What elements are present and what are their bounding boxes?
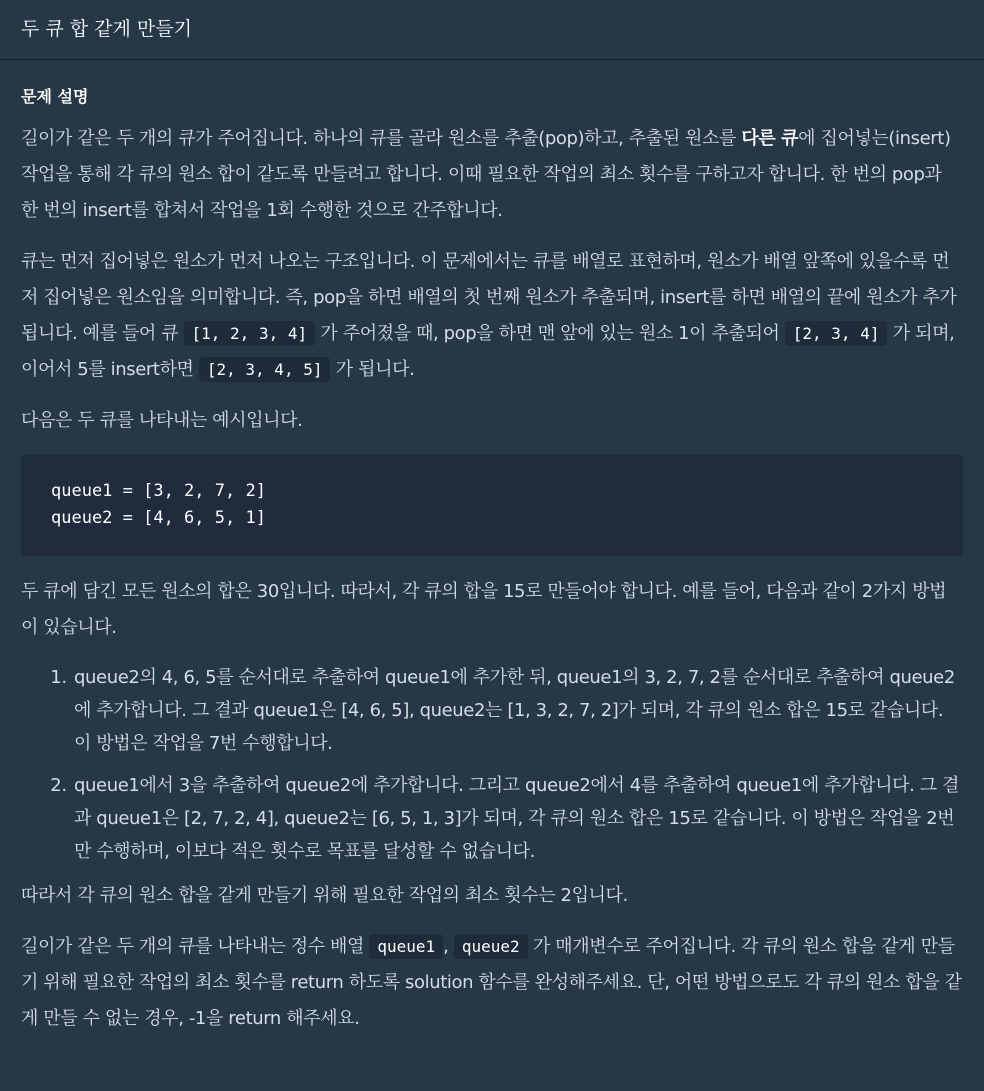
paragraph-conclusion: 따라서 각 큐의 원소 합을 같게 만들기 위해 필요한 작업의 최소 횟수는 2입니다.: [21, 885, 628, 906]
text: 길이가 같은 두 개의 큐가 주어집니다. 하나의 큐를 골라 원소를 추출(pop)하고, 추출된 원소를: [21, 128, 742, 149]
code-line: queue2 = [4, 6, 5, 1]: [51, 508, 266, 528]
inline-code: queue2: [454, 934, 528, 959]
problem-title: 두 큐 합 같게 만들기: [21, 18, 192, 40]
inline-code: [1, 2, 3, 4]: [184, 321, 316, 346]
code-line: queue1 = [3, 2, 7, 2]: [51, 481, 266, 501]
text: 가 되며, 이어서 5를 insert하면: [21, 323, 955, 380]
text: 에 집어넣는(insert) 작업을 통해 각 큐의 원소 합이 같도록 만들려고 합니다. 이때 필요한 작업의 최소 횟수를 구하고자 합니다. 한 번의 pop과 한 번의 insert를 합쳐서 작업을 1회 수행한 것으로 간주합니다.: [21, 128, 951, 221]
paragraph-queue-explanation: [21, 244, 963, 388]
code-block: [21, 454, 963, 556]
paragraph-task: [21, 929, 963, 1037]
paragraph-example-intro: 다음은 두 큐를 나타내는 예시입니다.: [21, 410, 303, 431]
list-item: 1. queue2의 4, 6, 5를 순서대로 추출하여 queue1에 추가한 뒤, queue1의 3, 2, 7, 2를 순서대로 추출하여 queue2에 추가합니다. 그 결과 queue1은 [4, 6, 5], queue2는 [1, 3, 2, 7, 2]가 되며, 각 큐의 원소 합은 15로 같습니다. 이 방법은 작업을 7번 수행합니다.: [72, 661, 963, 760]
text: ,: [443, 936, 454, 957]
page-header: [0, 0, 984, 60]
method-list: [21, 661, 963, 868]
inline-code: [2, 3, 4]: [785, 321, 888, 346]
problem-description: [0, 60, 984, 1037]
text: 가 됩니다.: [330, 359, 415, 380]
inline-code: [2, 3, 4, 5]: [199, 357, 331, 382]
list-item: 2. queue1에서 3을 추출하여 queue2에 추가합니다. 그리고 queue2에서 4를 추출하여 queue1에 추가합니다. 그 결과 queue1은 [2, 7, 2, 4], queue2는 [6, 5, 1, 3]가 되며, 각 큐의 원소 합은 15로 같습니다. 이 방법은 작업을 2번만 수행하며, 이보다 적은 횟수로 목표를 달성할 수 없습니다.: [72, 769, 963, 868]
text: 가 주어졌을 때, pop을 하면 맨 앞에 있는 원소 1이 추출되어: [315, 323, 785, 344]
inline-code: queue1: [369, 934, 443, 959]
text: 길이가 같은 두 개의 큐를 나타내는 정수 배열: [21, 936, 370, 957]
paragraph-sum: 두 큐에 담긴 모든 원소의 합은 30입니다. 따라서, 각 큐의 합을 15로 만들어야 합니다. 예를 들어, 다음과 같이 2가지 방법이 있습니다.: [21, 581, 947, 638]
paragraph-intro: [21, 121, 963, 229]
text: 가 매개변수로 주어집니다. 각 큐의 원소 합을 같게 만들기 위해 필요한 작업의 최소 횟수를 return 하도록 solution 함수를 완성해주세요. 단, 어떤 방법으로도 각 큐의 원소 합을 같게 만들 수 없는 경우, -1을 return 해주세요.: [21, 936, 962, 1029]
bold-text: 다른 큐: [741, 128, 799, 149]
text: 큐는 먼저 집어넣은 원소가 먼저 나오는 구조입니다. 이 문제에서는 큐를 배열로 표현하며, 원소가 배열 앞쪽에 있을수록 먼저 집어넣은 원소임을 의미합니다. 즉, pop을 하면 배열의 첫 번째 원소가 추출되며, insert를 하면 배열의 끝에 원소가 추가됩니다. 예를 들어 큐: [21, 251, 957, 344]
section-title: 문제 설명: [21, 87, 89, 106]
